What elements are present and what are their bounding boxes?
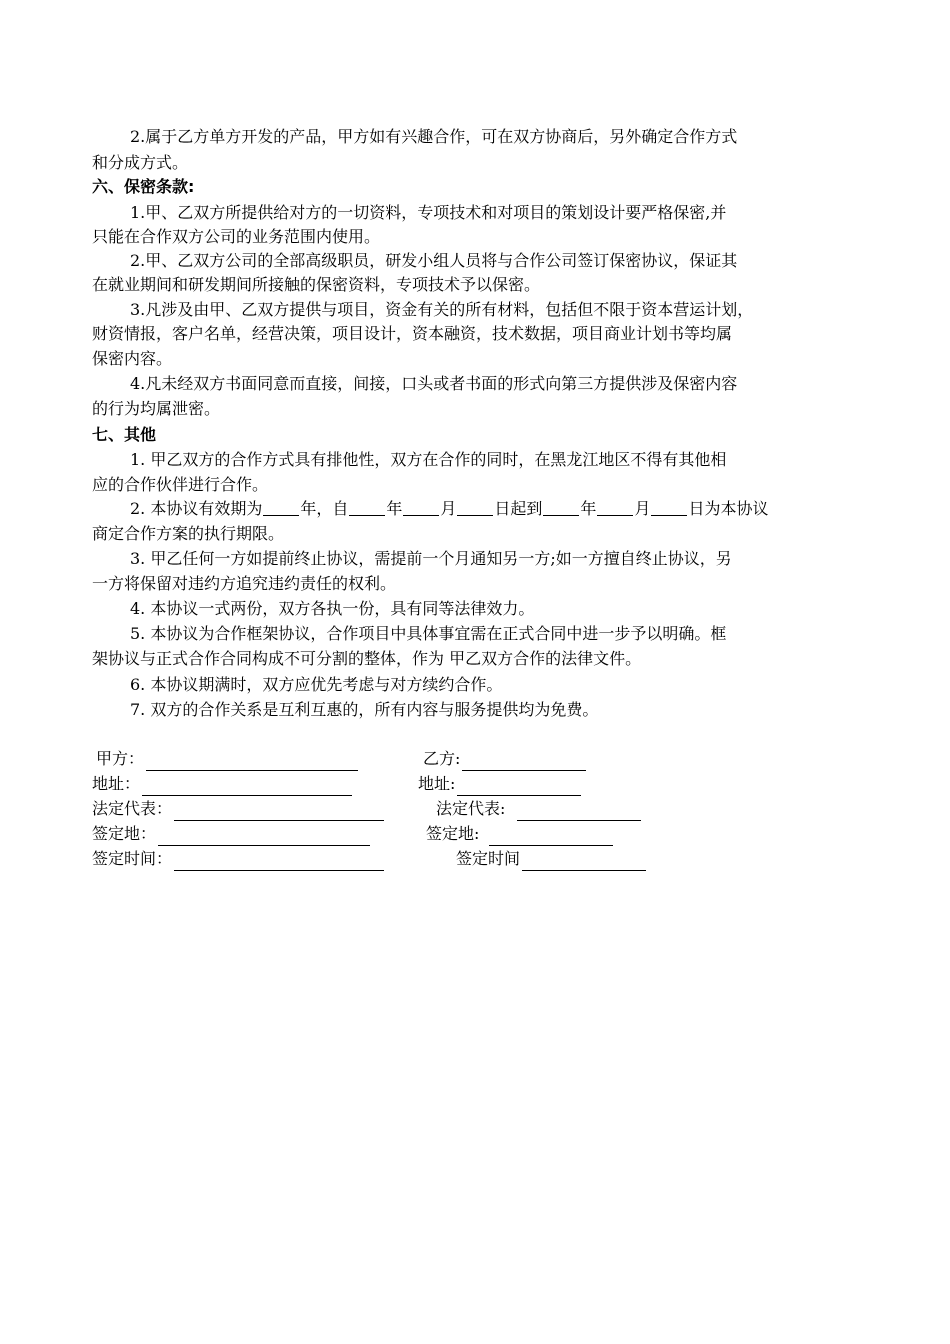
clause7-item2-text1: 2. 本协议有效期为 [130, 499, 263, 518]
party-b-row [423, 747, 586, 771]
rep-a-field[interactable] [174, 802, 384, 821]
clause7-item3-line2: 一方将保留对违约方追究违约责任的权利。 [92, 574, 397, 593]
clause6-item2-line2: 在就业期间和研发期间所接触的保密资料，专项技术予以保密。 [92, 275, 541, 294]
party-b-label: 乙方: [423, 749, 461, 768]
clause7-item5-line2: 架协议与正式合作合同构成不可分割的整体，作为 甲乙双方合作的法律文件。 [92, 649, 642, 668]
address-b-row [418, 772, 581, 796]
start-year-blank[interactable] [349, 499, 385, 516]
time-a-label: 签定时间： [92, 849, 173, 868]
term-years-blank[interactable] [263, 499, 299, 516]
clause6-item1-line1: 1.甲、乙双方所提供给对方的一切资料，专项技术和对项目的策划设计要严格保密,并 [130, 203, 727, 222]
address-a-row [92, 772, 352, 796]
clause6-item1-line2: 只能在合作双方公司的业务范围内使用。 [92, 227, 381, 246]
end-day-blank[interactable] [651, 499, 687, 516]
rep-b-row [436, 797, 641, 821]
party-a-label: 甲方： [96, 749, 145, 768]
clause6-item3-line3: 保密内容。 [92, 349, 173, 368]
end-month-blank[interactable] [597, 499, 633, 516]
clause7-item5-line1: 5. 本协议为合作框架协议，合作项目中具体事宜需在正式合同中进一步予以明确。框 [130, 624, 727, 643]
place-a-row [92, 822, 370, 846]
clause7-item2-text7: 月 [634, 499, 651, 518]
clause7-heading: 七、其他 [92, 425, 157, 444]
place-b-label: 签定地: [426, 824, 480, 843]
clause7-item2-line2: 商定合作方案的执行期限。 [92, 524, 285, 543]
clause7-item2-text6: 年 [580, 499, 597, 518]
clause7-item2-line1 [130, 497, 872, 521]
end-year-blank[interactable] [543, 499, 579, 516]
address-a-label: 地址： [92, 774, 141, 793]
clause7-item1-line2: 应的合作伙伴进行合作。 [92, 475, 269, 494]
time-a-row [92, 847, 384, 871]
place-b-row [426, 822, 613, 846]
clause6-item4-line2: 的行为均属泄密。 [92, 399, 221, 418]
time-b-row [456, 847, 646, 871]
clause7-item2-text4: 月 [440, 499, 457, 518]
party-b-field[interactable] [462, 752, 586, 771]
time-b-label: 签定时间 [456, 849, 521, 868]
clause7-item6: 6. 本协议期满时，双方应优先考虑与对方续约合作。 [130, 675, 503, 694]
clause6-item3-line1: 3.凡涉及由甲、乙双方提供与项目，资金有关的所有材料，包括但不限于资本营运计划， [130, 300, 754, 319]
place-b-field[interactable] [489, 827, 613, 846]
clause7-item2-text8: 日为本协议 [688, 499, 769, 518]
start-month-blank[interactable] [403, 499, 439, 516]
clause7-item2-text2: 年，自 [300, 499, 349, 518]
place-a-label: 签定地： [92, 824, 157, 843]
address-b-field[interactable] [457, 777, 581, 796]
clause6-item3-line2: 财资情报，客户名单，经营决策，项目设计，资本融资，技术数据，项目商业计划书等均属 [92, 324, 733, 343]
clause7-item7: 7. 双方的合作关系是互利互惠的，所有内容与服务提供均为免费。 [130, 700, 599, 719]
clause6-item2-line1: 2.甲、乙双方公司的全部高级职员，研发小组人员将与合作公司签订保密协议，保证其 [130, 251, 738, 270]
place-a-field[interactable] [158, 827, 370, 846]
party-a-field[interactable] [146, 752, 358, 771]
clause6-item4-line1: 4.凡未经双方书面同意而直接，间接，口头或者书面的形式向第三方提供涉及保密内容 [130, 374, 738, 393]
address-a-field[interactable] [142, 777, 352, 796]
start-day-blank[interactable] [457, 499, 493, 516]
clause7-item4: 4. 本协议一式两份，双方各执一份，具有同等法律效力。 [130, 599, 535, 618]
rep-a-label: 法定代表： [92, 799, 173, 818]
party-a-row [96, 747, 358, 771]
time-a-field[interactable] [174, 852, 384, 871]
rep-a-row [92, 797, 384, 821]
clause7-item1-line1: 1. 甲乙双方的合作方式具有排他性，双方在合作的同时，在黑龙江地区不得有其他相 [130, 450, 727, 469]
clause6-heading: 六、保密条款: [92, 177, 195, 196]
address-b-label: 地址: [418, 774, 456, 793]
rep-b-field[interactable] [517, 802, 641, 821]
clause5-item2-line1: 2.属于乙方单方开发的产品，甲方如有兴趣合作，可在双方协商后，另外确定合作方式 [130, 127, 738, 146]
clause7-item2-text5: 日起到 [494, 499, 543, 518]
rep-b-label: 法定代表: [436, 799, 506, 818]
clause5-item2-line2: 和分成方式。 [92, 153, 189, 172]
clause7-item3-line1: 3. 甲乙任何一方如提前终止协议，需提前一个月通知另一方;如一方擅自终止协议，另 [130, 549, 732, 568]
clause7-item2-text3: 年 [386, 499, 403, 518]
time-b-field[interactable] [522, 852, 646, 871]
